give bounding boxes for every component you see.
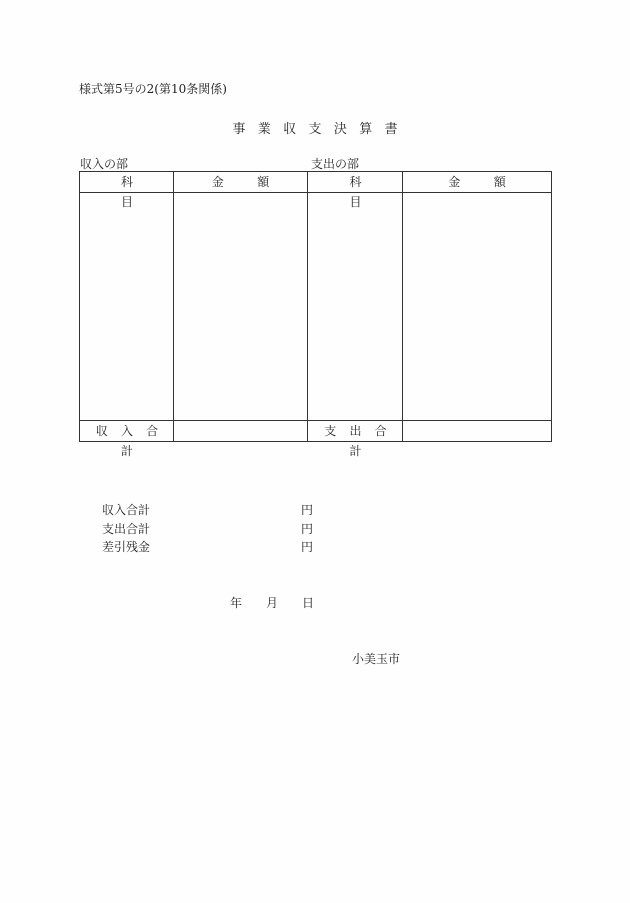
income-section-label: 収入の部 [80, 157, 129, 171]
expense-col-item: 科目 [349, 175, 388, 209]
expense-header-row [308, 172, 551, 209]
expense-total-value[interactable] [403, 421, 551, 441]
form-number: 様式第5号の2(第10条関係) [79, 82, 227, 96]
expense-column-divider [402, 172, 403, 441]
document-title: 事業収支決算書 [232, 122, 410, 137]
summary-income-label: 収入合計 [102, 503, 151, 517]
expense-section-label: 支出の部 [311, 157, 360, 171]
income-column-divider [173, 172, 174, 441]
summary-expense-unit: 円 [301, 522, 314, 536]
income-total-value[interactable] [174, 421, 307, 441]
date-day: 日 [302, 596, 315, 610]
income-table [79, 171, 308, 458]
date-year: 年 [230, 596, 243, 610]
expense-total-row [308, 420, 551, 458]
summary-income-unit: 円 [301, 503, 314, 517]
summary-expense-label: 支出合計 [102, 522, 151, 536]
expense-table [307, 171, 552, 458]
date-month: 月 [266, 596, 279, 610]
expense-col-amount: 金額 [448, 175, 540, 189]
summary-balance-unit: 円 [301, 540, 314, 554]
expense-total-label: 支出合計 [324, 424, 400, 458]
income-col-item: 科目 [120, 175, 160, 209]
income-total-label: 収入合計 [95, 424, 172, 458]
income-col-amount: 金額 [211, 175, 303, 189]
date-line [230, 594, 314, 611]
income-header-row [80, 172, 307, 209]
income-total-row [80, 420, 307, 458]
issuer-name: 小美玉市 [352, 652, 401, 666]
summary-balance-label: 差引残金 [102, 540, 151, 554]
